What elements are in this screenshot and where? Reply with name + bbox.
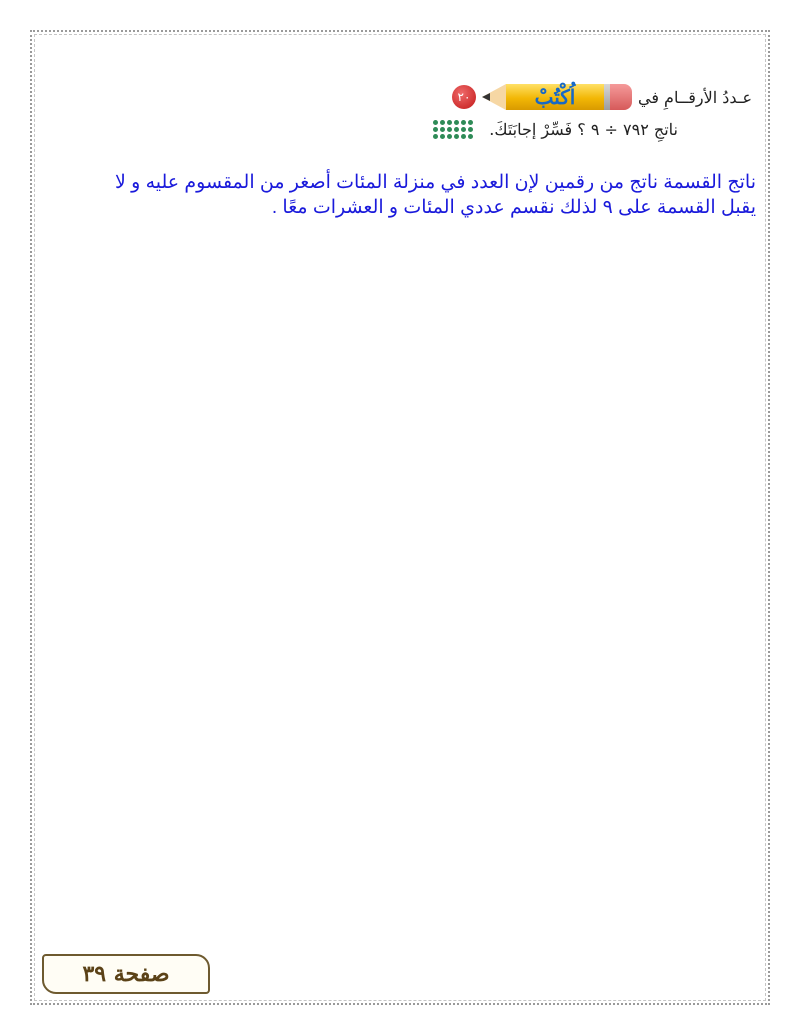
question-header [452, 80, 752, 114]
question-text-line2-row [433, 120, 678, 139]
write-label: اُكْتُبْ [534, 85, 576, 109]
page-number-label: صفحة ٣٩ [82, 961, 170, 987]
question-number-badge: ٢٠ [452, 85, 476, 109]
page-number-tag [42, 954, 210, 994]
question-text-line1: عـددُ الأرقــامِ في [637, 87, 752, 107]
answer-line2: يقبل القسمة على ٩ لذلك نقسم عددي المئات و العشرات معًا . [271, 197, 756, 218]
pencil-body [506, 84, 604, 110]
dots-decoration-icon [433, 120, 473, 139]
pencil-ferrule [604, 84, 610, 110]
answer-line1: ناتج القسمة ناتج من رقمين لإن العدد في منزلة المئات أصغر من المقسوم عليه و لا [115, 172, 756, 193]
answer-text [82, 170, 756, 220]
pencil-lead [482, 93, 490, 101]
pencil-icon [482, 84, 632, 110]
pencil-eraser [610, 84, 632, 110]
question-text-line2: ناتجِ ٧٩٢ ÷ ٩ ؟ فَسِّرْ إجابَتَكَ. [489, 120, 678, 139]
